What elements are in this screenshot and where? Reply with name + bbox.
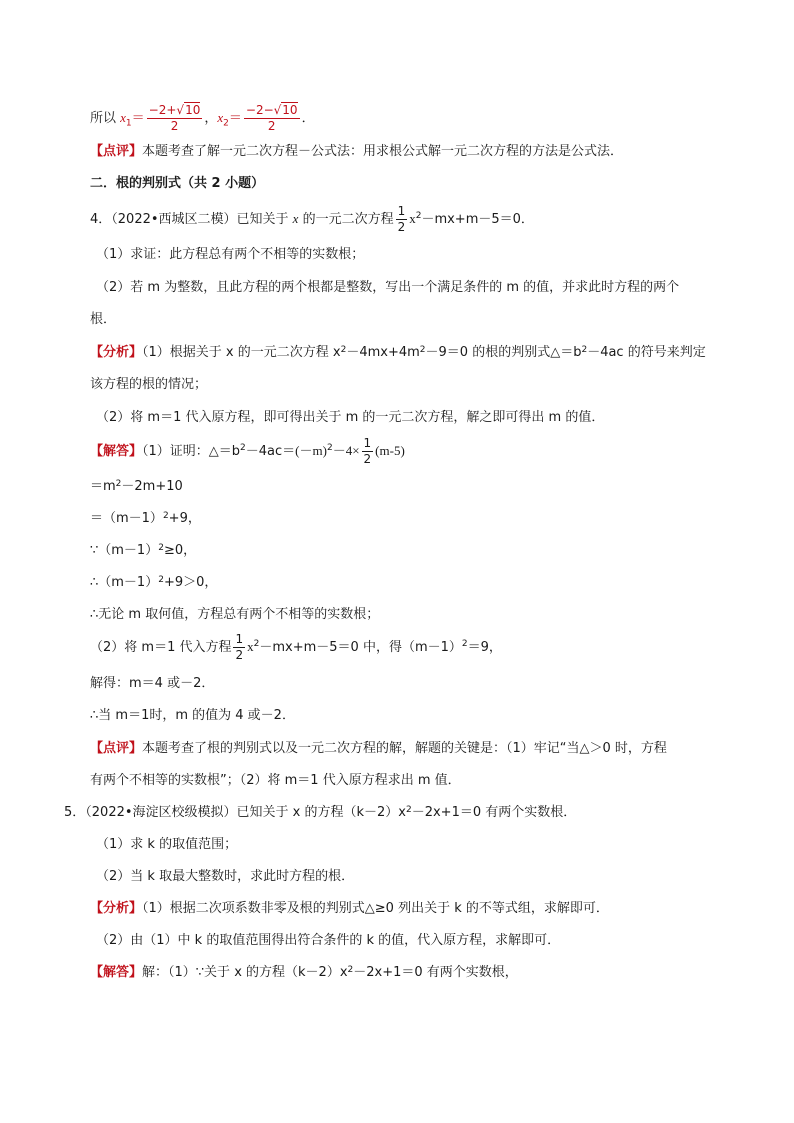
half-fraction-2: $\frac{1}{2}$ [363, 436, 372, 466]
comment-2: 【点评】本题考查了根的判别式以及一元二次方程的解，解题的关键是：（1）牢记“当△＞0 时，方程 [90, 741, 667, 756]
q4-part2: （2）若 m 为整数，且此方程的两个根都是整数，写出一个满足条件的 m 的值，并求此时方程的两个 [96, 280, 680, 295]
analysis-5: 【分析】（1）根据二次项系数非零及根的判别式△≥0 列出关于 k 的不等式组，求解即可． [90, 901, 609, 916]
answer-5: 【解答】解：（1）∵关于 x 的方程$(k-2)x^2-2x+1=0$ 有两个实数根， [90, 965, 518, 980]
half-fraction-3: $\frac{1}{2}$ [235, 632, 244, 662]
half-fraction: $\frac{1}{2}$ [397, 204, 406, 234]
question-5: 5．（2022•海淀区校级模拟）已知关于 x 的方程$(k-2)x^2-2x+1=0$ 有两个实数根． [64, 805, 577, 820]
analysis-4-part2: （2）将 m＝1 代入原方程，即可得出关于 m 的一元二次方程，解之即可得出 m 的值． [96, 410, 605, 425]
step-3: $\because(m-1)^2\ge 0$， [90, 543, 197, 558]
step-7: 解得：m＝4 或－2． [90, 676, 215, 691]
q5-part2: （2）当 k 取最大整数时，求此时方程的根． [96, 869, 355, 884]
q4-part2-cont: 根． [90, 312, 117, 327]
analysis-5-part2: （2）由（1）中 k 的取值范围得出符合条件的 k 的值，代入原方程，求解即可． [96, 933, 561, 948]
question-4: 4．（2022•西城区二模）已知关于 x 的一元二次方程 $\frac{1}{2}$ $x^2-mx+m-5=0$． [90, 204, 534, 234]
step-5: ∴无论 m 取何值，方程总有两个不相等的实数根； [90, 607, 380, 622]
analysis-4-cont: 该方程的根的情况； [90, 377, 208, 392]
solution-roots-line: 所以 $x_1=$ $\frac{-2+√10}{2}$ ，$x_2=$ $\frac{-2-√10}{2}$ ． [90, 103, 315, 133]
step-8: ∴当 m＝1时，m 的值为 4 或－2． [90, 708, 295, 723]
root2-fraction: $\frac{-2-√10}{2}$ [245, 103, 298, 133]
step-6: （2）将 m＝1 代入方程 $\frac{1}{2}$ $x^2-mx+m-5=0$ 中，得$(m-1)^2=9$， [90, 632, 502, 662]
step-2: $=(m-1)^2+9$， [90, 511, 201, 526]
root1-fraction: $\frac{-2+√10}{2}$ [148, 103, 201, 133]
q5-part1: （1）求 k 的取值范围； [96, 837, 238, 852]
step-4: $\therefore(m-1)^2+9>0$， [90, 575, 218, 590]
section-heading: 二．根的判别式（共 2 小题） [90, 176, 265, 191]
answer-4: 【解答】（1）证明：$\triangle=b^2-4ac=(-m)^2-4\times$ $\frac{1}{2}$ (m-5) [90, 436, 405, 466]
analysis-4: 【分析】（1）根据关于 x 的一元二次方程 $x^2-4mx+4m^2-9=0$ 的根的判别式$\triangle=b^2-4ac$ 的符号来判定 [90, 345, 706, 360]
q4-part1: （1）求证：此方程总有两个不相等的实数根； [96, 247, 365, 262]
comment-1: 【点评】本题考查了解一元二次方程－公式法：用求根公式解一元二次方程的方法是公式法． [90, 144, 624, 159]
step-1: $=m^2-2m+10$ [90, 479, 183, 494]
comment-2-cont: 有两个不相等的实数根”；（2）将 m＝1 代入原方程求出 m 值． [90, 773, 461, 788]
